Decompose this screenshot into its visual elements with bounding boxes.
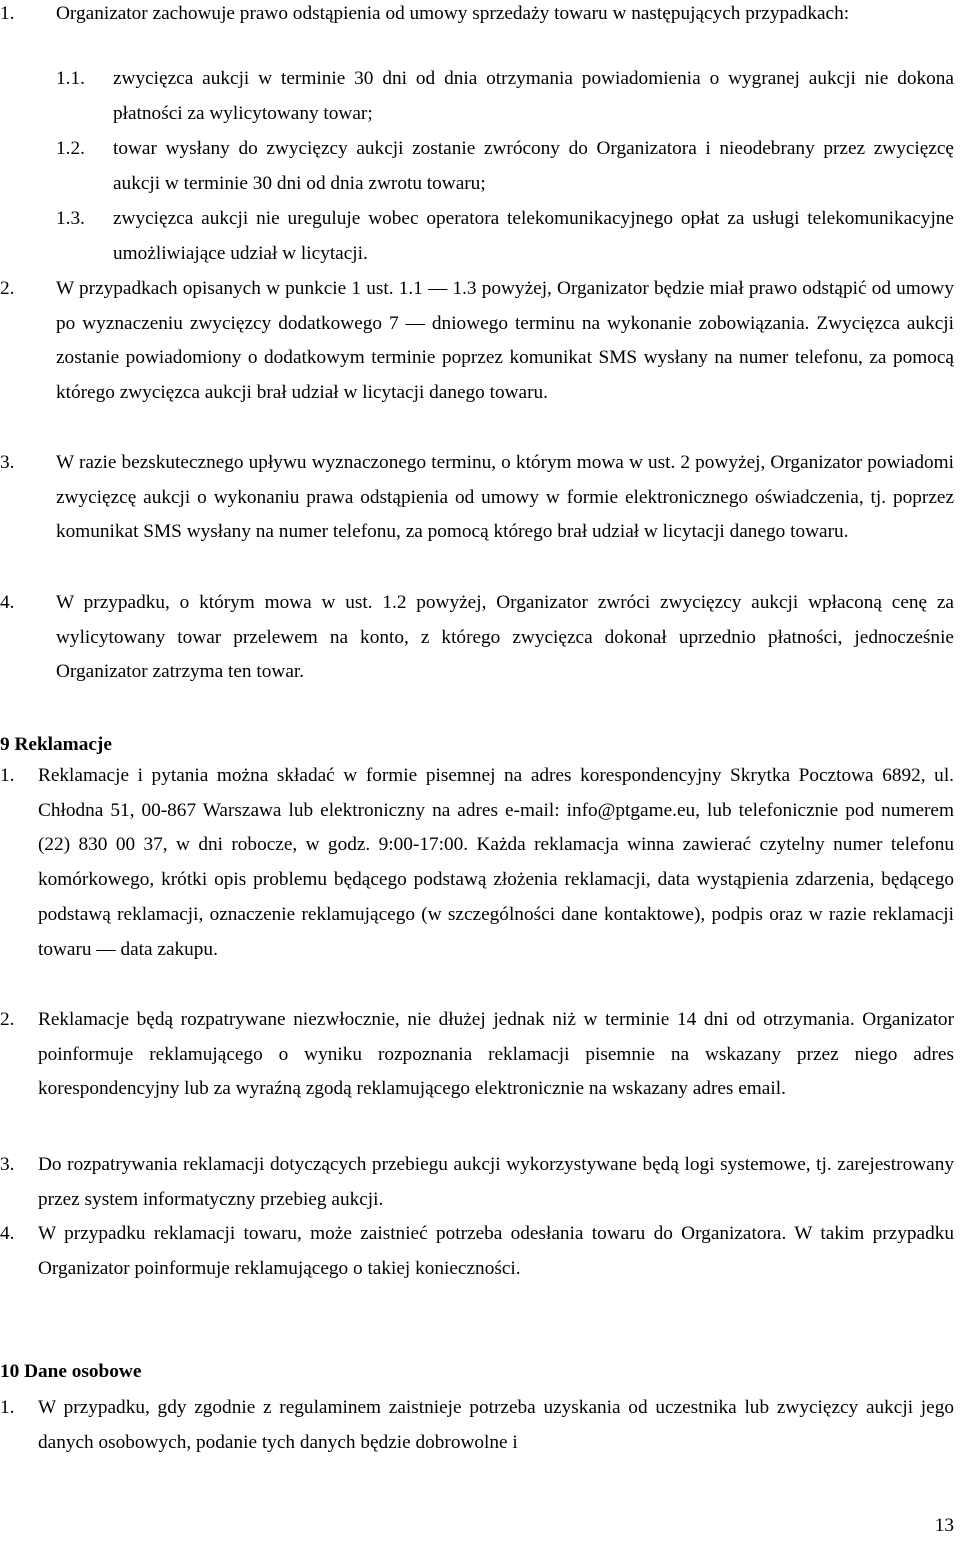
list-item <box>0 1148 954 1217</box>
item-text: Organizator zachowuje prawo odstąpienia od umowy sprzedaży towaru w następujących przypadkach: <box>56 3 850 24</box>
item-number: 4. <box>0 592 15 613</box>
item-number: 1. <box>0 3 15 24</box>
list-item <box>0 759 954 967</box>
page-number: 13 <box>934 1515 954 1536</box>
list-item <box>0 586 954 690</box>
list-item <box>0 1217 954 1286</box>
item-text: W przypadku, o którym mowa w ust. 1.2 powyżej, Organizator zwróci zwycięzcy aukcji wpłaconą cenę za wylicytowany towar przelewem na konto, z którego zwycięzca dokonał uprzednio płatności, jednocześnie Organizator zatrzyma ten towar. <box>56 592 954 683</box>
item-text: zwycięzca aukcji w terminie 30 dni od dnia otrzymania powiadomienia o wygranej aukcji nie dokona płatności za wylicytowany towar; <box>113 68 954 124</box>
list-item <box>56 132 954 201</box>
item-number: 1.2. <box>56 138 85 159</box>
item-text: W razie bezskutecznego upływu wyznaczonego terminu, o którym mowa w ust. 2 powyżej, Organizator powiadomi zwycięzcę aukcji o wykonaniu prawa odstąpienia od umowy w formie elektronicznego oświadczenia, tj. poprzez komunikat SMS wysłany na numer telefonu, za pomocą którego brał udział w licytacji danego towaru. <box>56 452 954 543</box>
section-heading-reklamacje: 9 Reklamacje <box>0 734 112 755</box>
list-item <box>0 446 954 550</box>
item-number: 1.1. <box>56 68 85 89</box>
section-heading-dane-osobowe: 10 Dane osobowe <box>0 1361 142 1382</box>
list-item <box>56 202 954 271</box>
item-number: 4. <box>0 1223 15 1244</box>
item-text: Reklamacje i pytania można składać w formie pisemnej na adres korespondencyjny Skrytka Pocztowa 6892, ul. Chłodna 51, 00-867 Warszawa lub elektroniczny na adres e-mail: info@ptgame.eu, lub telefonicznie pod numerem (22) 830 00 37, w dni robocze, w godz. 9:00-17:00. Każda reklamacja winna zawierać czytelny numer telefonu komórkowego, krótki opis problemu będącego podstawą złożenia reklamacji, data wystąpienia zdarzenia, będącego podstawą reklamacji, oznaczenie reklamującego (w szczególności dane kontaktowe), podpis oraz w razie reklamacji towaru — data zakupu. <box>38 765 954 960</box>
item-text: W przypadku reklamacji towaru, może zaistnieć potrzeba odesłania towaru do Organizatora. W takim przypadku Organizator poinformuje reklamującego o takiej konieczności. <box>38 1223 954 1279</box>
list-item <box>0 0 954 32</box>
list-item <box>0 272 954 411</box>
item-number: 3. <box>0 1154 15 1175</box>
item-text: W przypadkach opisanych w punkcie 1 ust. 1.1 — 1.3 powyżej, Organizator będzie miał prawo odstąpić od umowy po wyznaczeniu zwycięzcy dodatkowego 7 — dniowego terminu na wykonanie zobowiązania. Zwycięzca aukcji zostanie powiadomiony o dodatkowym terminie poprzez komunikat SMS wysłany na numer telefonu, za pomocą którego zwycięzca aukcji brał udział w licytacji danego towaru. <box>56 278 954 404</box>
item-text: Reklamacje będą rozpatrywane niezwłocznie, nie dłużej jednak niż w terminie 14 dni od otrzymania. Organizator poinformuje reklamującego o wyniku rozpoznania reklamacji pisemnie na wskazany przez niego adres korespondencyjny lub za wyraźną zgodą reklamującego elektronicznie na wskazany adres email. <box>38 1009 954 1100</box>
item-number: 1.3. <box>56 208 85 229</box>
item-text: Do rozpatrywania reklamacji dotyczących przebiegu aukcji wykorzystywane będą logi systemowe, tj. zarejestrowany przez system informatyczny przebieg aukcji. <box>38 1154 954 1210</box>
list-item <box>0 1003 954 1107</box>
item-number: 1. <box>0 1397 15 1418</box>
item-number: 1. <box>0 765 15 786</box>
item-number: 2. <box>0 1009 15 1030</box>
item-text: towar wysłany do zwycięzcy aukcji zostanie zwrócony do Organizatora i nieodebrany przez zwycięzcę aukcji w terminie 30 dni od dnia zwrotu towaru; <box>113 138 954 194</box>
item-number: 3. <box>0 452 15 473</box>
item-text: zwycięzca aukcji nie ureguluje wobec operatora telekomunikacyjnego opłat za usługi telekomunikacyjne umożliwiające udział w licytacji. <box>113 208 954 264</box>
item-text: W przypadku, gdy zgodnie z regulaminem zaistnieje potrzeba uzyskania od uczestnika lub zwycięzcy aukcji jego danych osobowych, podanie tych danych będzie dobrowolne i <box>38 1397 954 1453</box>
list-item <box>0 1391 954 1460</box>
item-number: 2. <box>0 278 15 299</box>
list-item <box>56 62 954 131</box>
